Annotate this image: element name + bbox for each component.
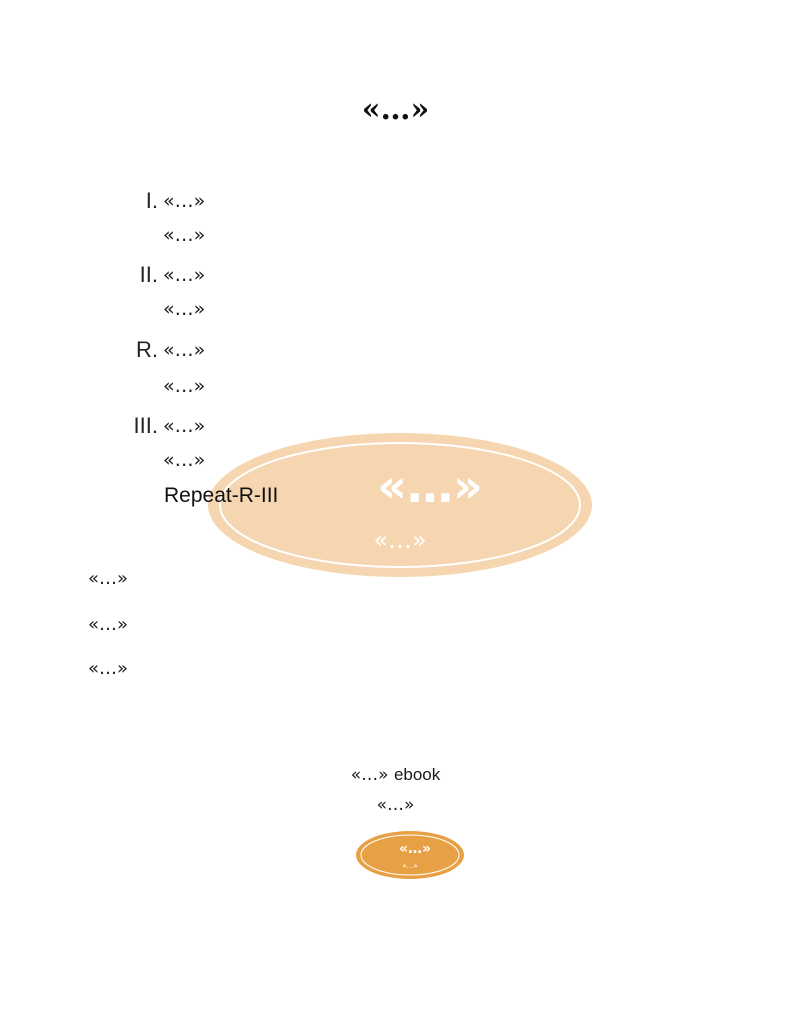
watermark-logo-title: «…»: [377, 459, 483, 513]
footer-line-1: [0, 765, 791, 785]
footer-line-1-text: «…»: [350, 765, 389, 785]
verse-2-marker: II.: [139, 262, 158, 287]
verse-3-line-1: «…»: [163, 415, 206, 437]
credit-singer: «…»: [88, 658, 129, 679]
watermark-logo-subtitle: «…»: [373, 526, 427, 554]
footer-line-2: «…»: [376, 795, 415, 815]
verse-2-line-1: «…»: [163, 264, 206, 286]
footer-logo-title: «…»: [398, 841, 432, 857]
page-title: «…»: [361, 92, 430, 127]
verse-1-marker: I.: [145, 188, 158, 213]
verse-1-line-2: «…»: [163, 224, 206, 246]
footer-logo-subtitle: «…»: [402, 862, 418, 870]
repeat-note: Repeat-R-III: [164, 484, 279, 507]
verse-2: [110, 262, 730, 332]
credit-lyricist: «…»: [88, 614, 129, 635]
verse-2-line-2: «…»: [163, 298, 206, 320]
verse-refrain-line-1: «…»: [163, 339, 206, 361]
verse-refrain-marker: R.: [136, 337, 158, 362]
verse-3-marker: III.: [133, 413, 158, 438]
verse-1-line-1: «…»: [163, 190, 206, 212]
verse-1: [110, 188, 730, 258]
footer-ebook-label: ebook: [393, 765, 441, 784]
footer-logo: [355, 830, 465, 880]
verse-refrain-line-2: «…»: [163, 375, 206, 397]
verse-refrain: [110, 337, 730, 407]
credit-composer: «…»: [88, 568, 129, 589]
verse-3-line-2: «…»: [163, 449, 206, 471]
verse-3: [110, 413, 730, 483]
